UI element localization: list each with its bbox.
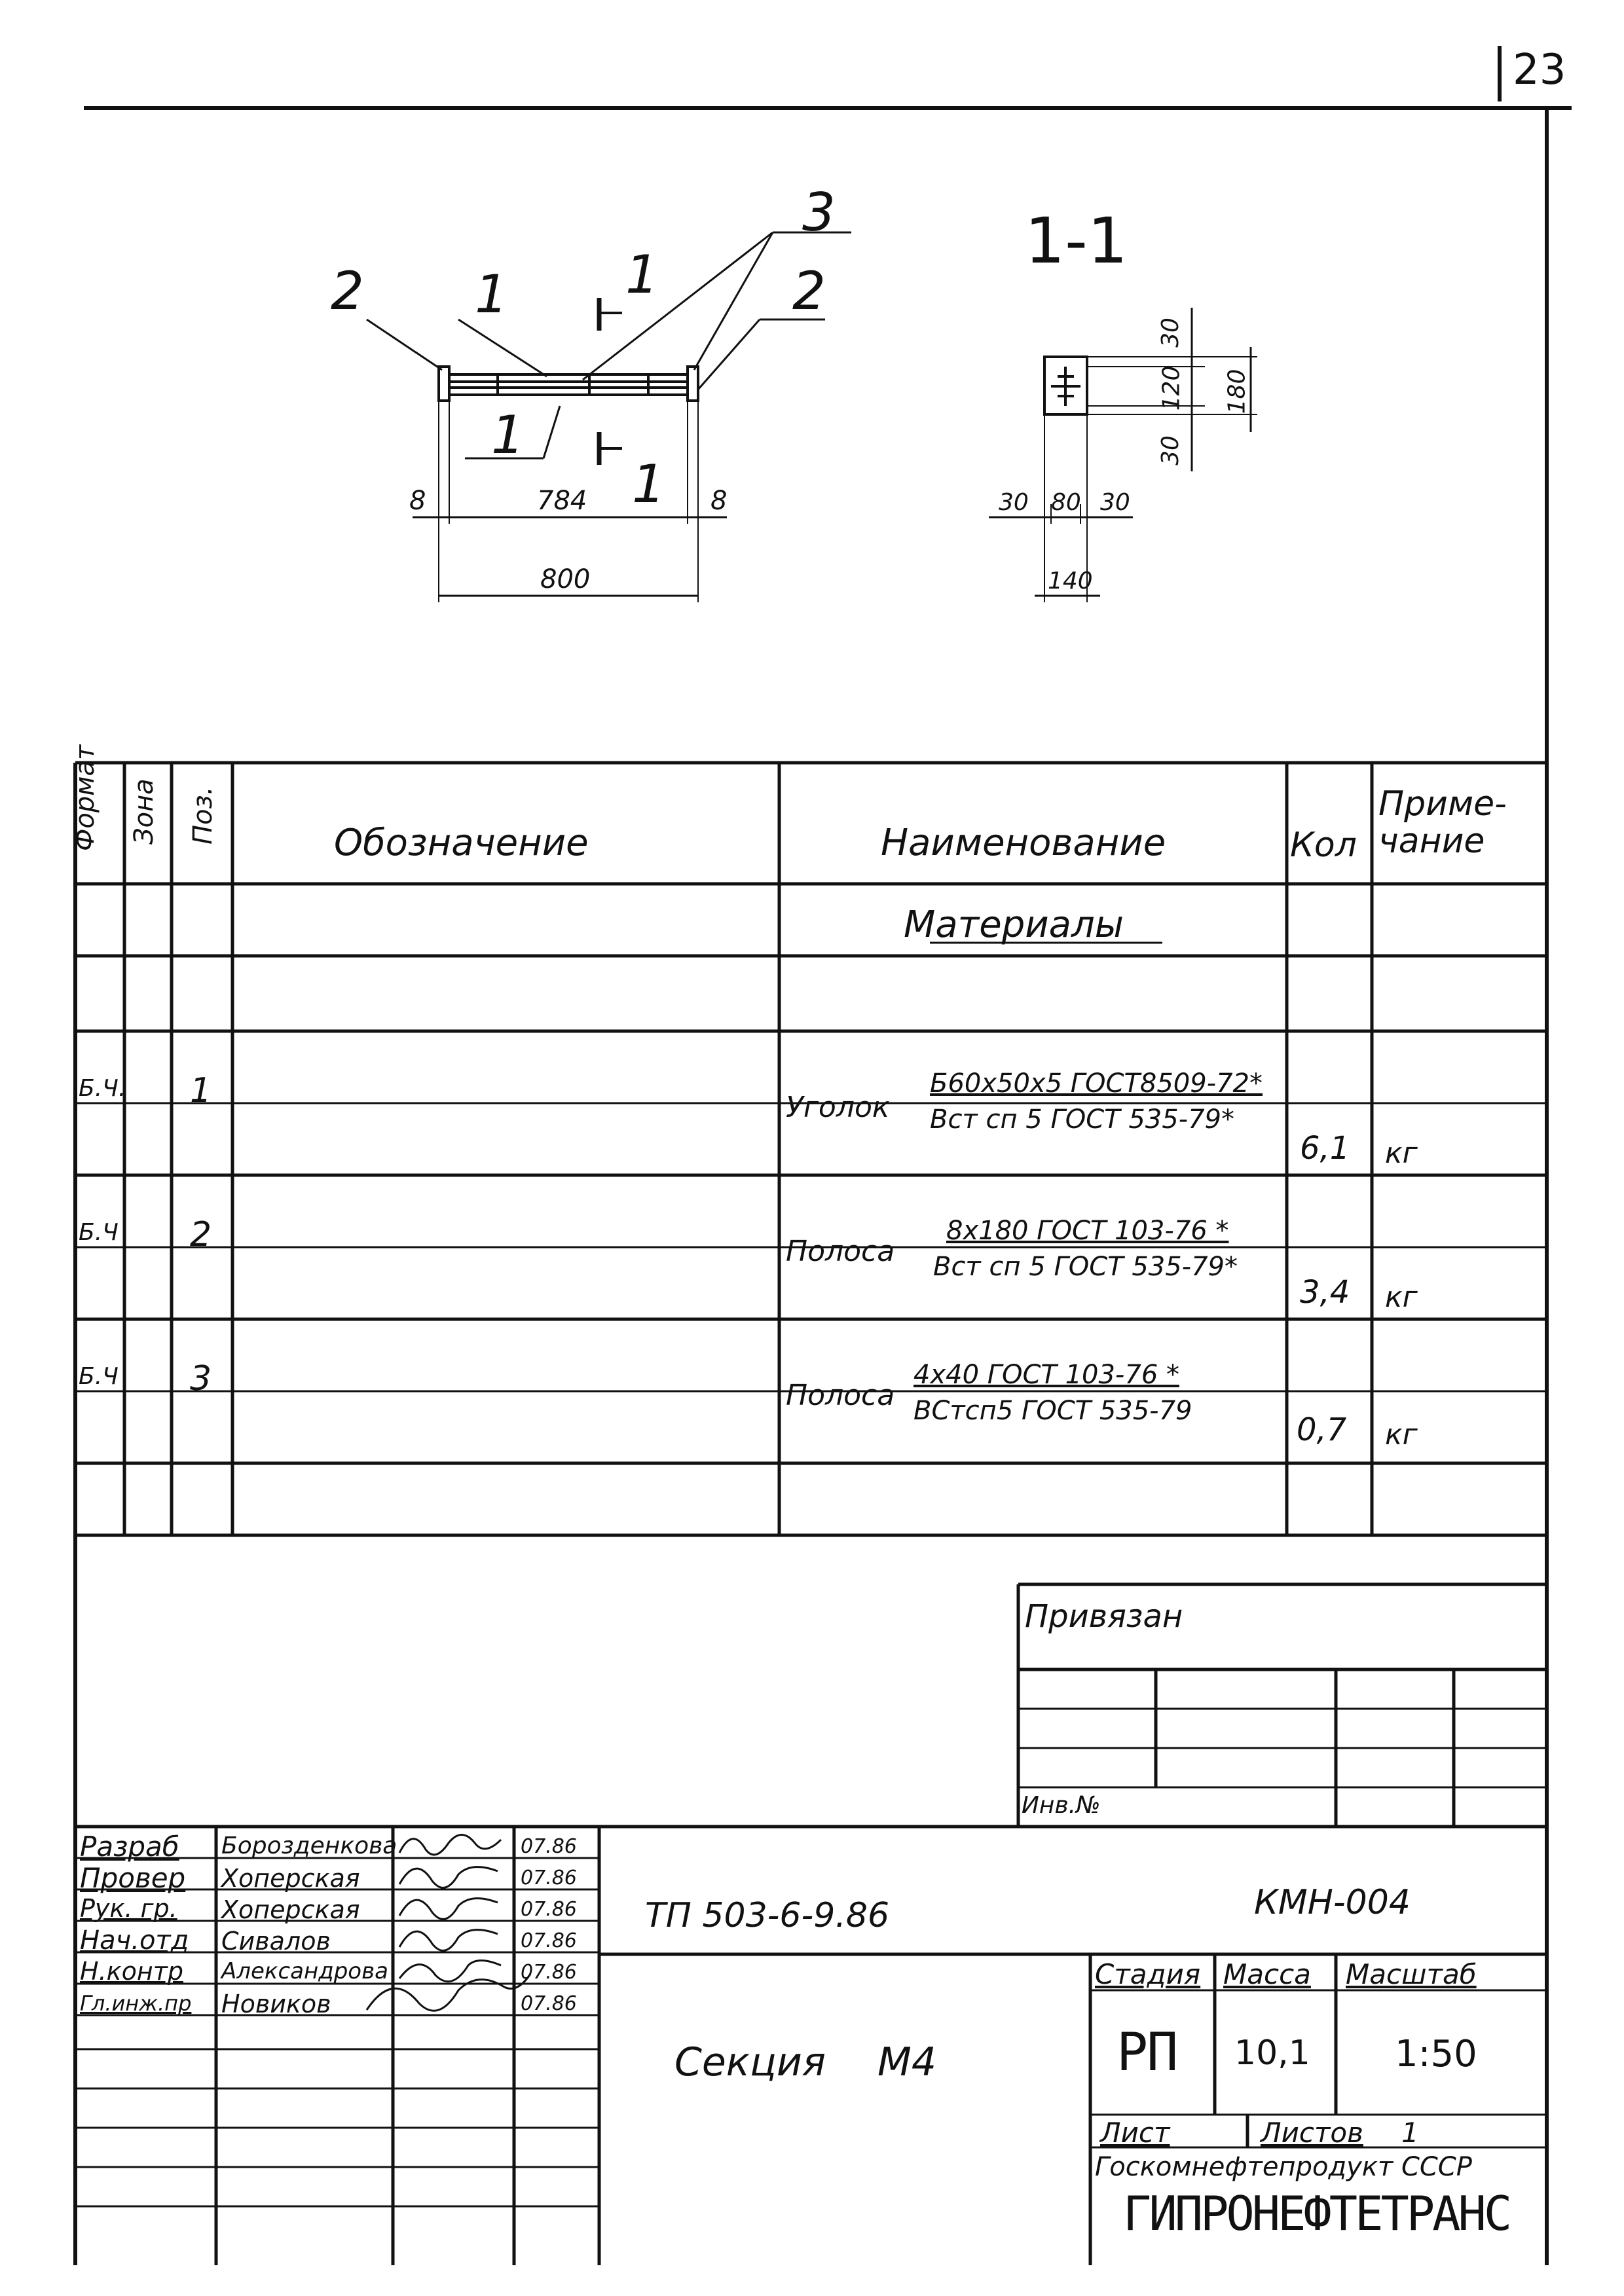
row3-qty: 0,7 xyxy=(1297,1412,1347,1448)
name-developer: Борозденкова xyxy=(221,1832,397,1859)
pos-label-1-top: 1 xyxy=(475,264,508,325)
header-qty: Кол xyxy=(1290,826,1357,865)
date-chief-engineer: 07.86 xyxy=(521,1992,577,2015)
name-chief-engineer: Новиков xyxy=(221,1990,331,2018)
dim-sec-b-left: 30 xyxy=(999,489,1029,516)
row2-steel: Вст сп 5 ГОСТ 535-79* xyxy=(933,1252,1238,1282)
role-group-head: Рук. гр. xyxy=(80,1894,177,1923)
sheets-count: 1 xyxy=(1401,2117,1419,2149)
section-title: 1-1 xyxy=(1025,204,1128,278)
org-institute: ГИПРОНЕФТЕТРАНС xyxy=(1123,2186,1510,2241)
row2-pos: 2 xyxy=(190,1215,212,1254)
row3-pos: 3 xyxy=(190,1359,212,1398)
header-note: Приме- чание xyxy=(1378,784,1507,862)
scale-value: 1:50 xyxy=(1395,2033,1477,2075)
page-number: 23 xyxy=(1513,46,1566,94)
scale-label: Масштаб xyxy=(1346,1958,1477,1990)
name-group-head: Хоперская xyxy=(221,1895,360,1924)
org-ministry: Госкомнефтепродукт СССР xyxy=(1095,2152,1472,2182)
pos-label-2-left: 2 xyxy=(331,261,364,321)
doc-number: ТП 503-6-9.86 xyxy=(645,1896,890,1935)
row1-qty: 6,1 xyxy=(1300,1130,1350,1167)
dim-sec-top: 30 xyxy=(1156,318,1184,348)
row2-name: Полоса xyxy=(786,1235,895,1268)
mass-label: Масса xyxy=(1223,1958,1311,1990)
dim-sec-b-total: 140 xyxy=(1048,568,1093,594)
role-dept-head: Нач.отд xyxy=(80,1925,189,1956)
doc-title: Секция М4 xyxy=(674,2039,936,2085)
binding-inv: Инв.№ xyxy=(1022,1792,1101,1819)
row2-qty: 3,4 xyxy=(1300,1274,1350,1311)
role-developer: Разраб xyxy=(80,1831,179,1863)
dim-total: 800 xyxy=(540,564,591,594)
date-developer: 07.86 xyxy=(521,1835,577,1858)
row3-format: Б.Ч xyxy=(79,1363,119,1390)
row3-unit: кг xyxy=(1385,1418,1418,1451)
row1-pos: 1 xyxy=(190,1071,212,1110)
mass-value: 10,1 xyxy=(1234,2033,1310,2073)
dim-right: 8 xyxy=(710,486,728,516)
pos-label-1-bottom: 1 xyxy=(491,405,525,465)
header-name: Наименование xyxy=(881,822,1166,864)
dim-sec-b-right: 30 xyxy=(1100,489,1130,516)
role-checker: Провер xyxy=(80,1862,186,1894)
sheets-label: Листов xyxy=(1261,2117,1363,2149)
section-mark-bottom: 1 xyxy=(632,454,665,515)
row1-steel: Вст сп 5 ГОСТ 535-79* xyxy=(930,1104,1234,1135)
row1-profile: Б60x50x5 ГОСТ8509-72* xyxy=(930,1068,1263,1099)
row2-profile: 8x180 ГОСТ 103-76 * xyxy=(946,1216,1229,1246)
row3-name: Полоса xyxy=(786,1379,895,1412)
sheet-label: Лист xyxy=(1100,2117,1170,2149)
row3-steel: ВСтсп5 ГОСТ 535-79 xyxy=(913,1396,1192,1426)
row1-name: Уголок xyxy=(786,1091,890,1124)
name-norm-control: Александрова xyxy=(221,1958,388,1984)
pos-label-3: 3 xyxy=(802,182,836,243)
dim-mid: 784 xyxy=(537,486,587,516)
row1-format: Б.Ч. xyxy=(79,1075,126,1102)
date-dept-head: 07.86 xyxy=(521,1929,577,1952)
row2-unit: кг xyxy=(1385,1281,1418,1314)
stage-label: Стадия xyxy=(1095,1958,1201,1990)
section-materials: Материалы xyxy=(904,903,1124,946)
name-checker: Хоперская xyxy=(221,1864,360,1893)
dim-sec-mid: 120 xyxy=(1158,365,1185,411)
stage-value: РП xyxy=(1116,2022,1177,2083)
header-format: Формат xyxy=(70,744,100,851)
binding-title: Привязан xyxy=(1025,1598,1183,1635)
date-norm-control: 07.86 xyxy=(521,1961,577,1984)
section-mark-top: 1 xyxy=(625,244,659,305)
row3-profile: 4x40 ГОСТ 103-76 * xyxy=(913,1360,1179,1390)
date-group-head: 07.86 xyxy=(521,1898,577,1921)
role-chief-engineer: Гл.инж.пр xyxy=(80,1991,192,2016)
role-norm-control: Н.контр xyxy=(80,1957,183,1986)
header-pos: Поз. xyxy=(188,786,218,845)
row2-format: Б.Ч xyxy=(79,1219,119,1246)
date-checker: 07.86 xyxy=(521,1867,577,1889)
name-dept-head: Сивалов xyxy=(221,1927,331,1956)
dim-sec-overall: 180 xyxy=(1223,369,1251,414)
doc-code: КМН-004 xyxy=(1254,1883,1411,1922)
row1-unit: кг xyxy=(1385,1137,1418,1170)
dim-sec-bottom: 30 xyxy=(1156,435,1184,465)
dim-sec-b-mid: 80 xyxy=(1051,489,1081,516)
dim-left: 8 xyxy=(409,486,426,516)
pos-label-2-right: 2 xyxy=(792,261,826,321)
header-designation: Обозначение xyxy=(334,822,589,864)
header-zone: Зона xyxy=(129,778,159,845)
